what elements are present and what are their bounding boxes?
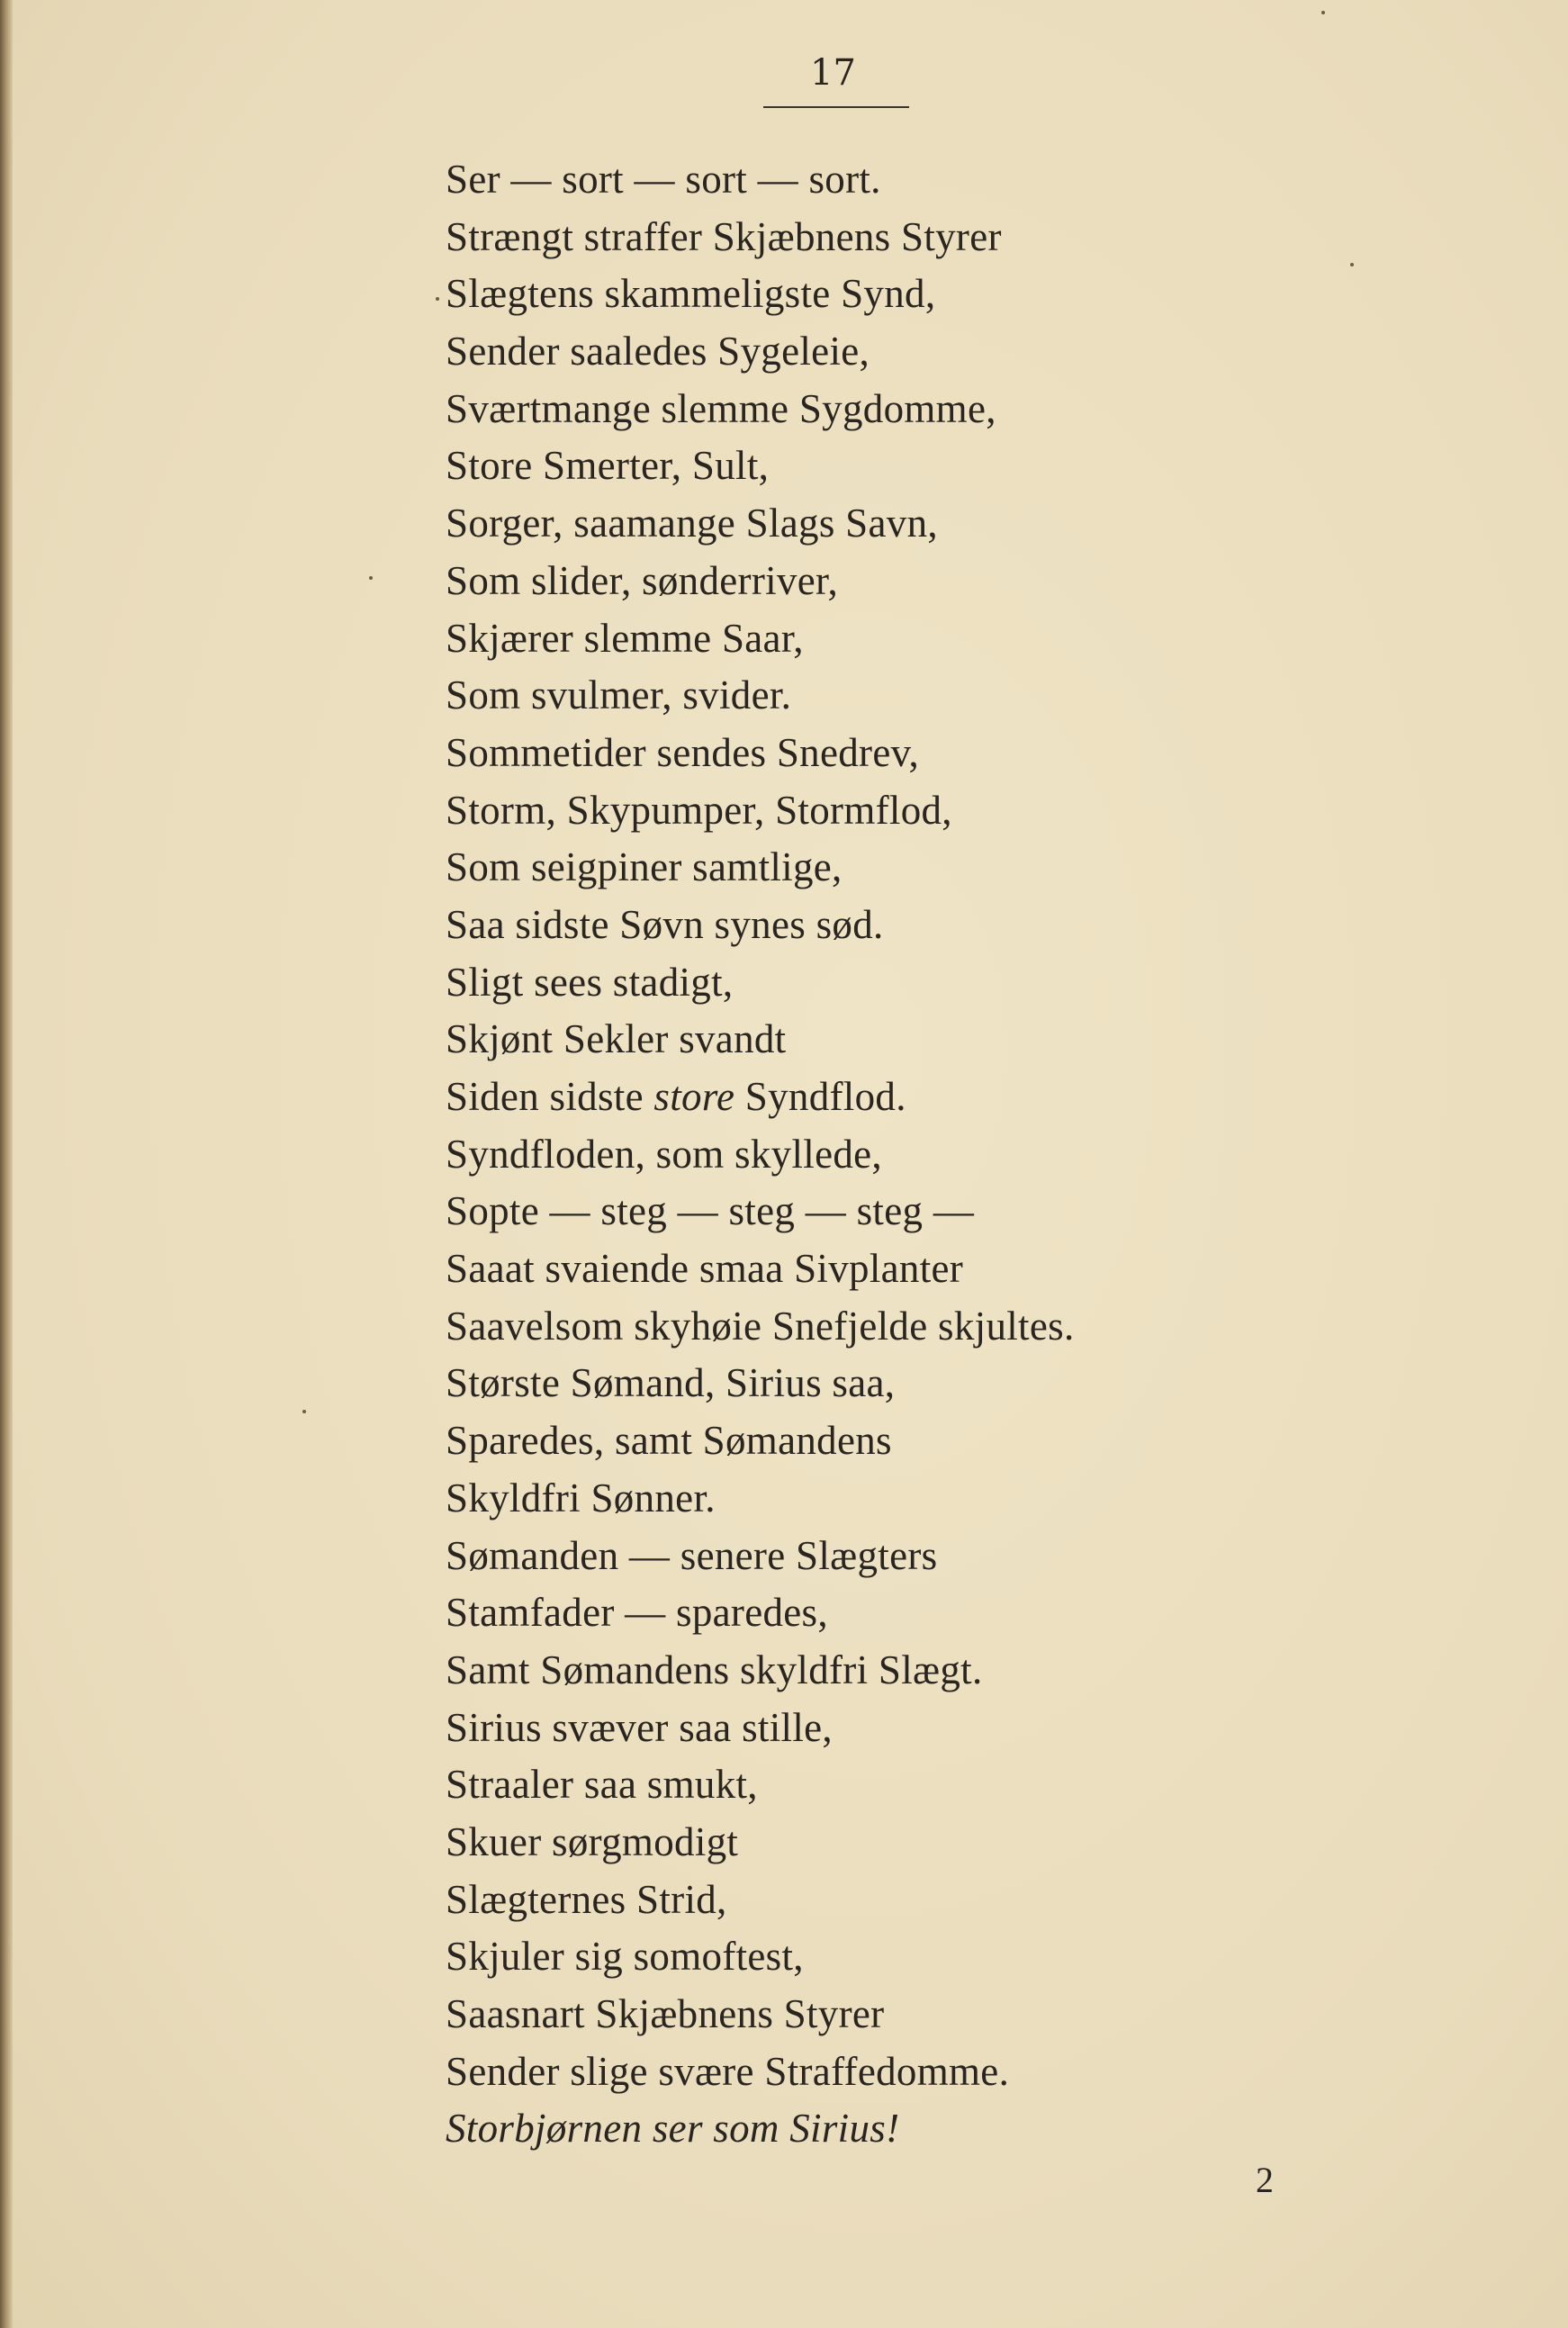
poem-line: Sparedes, samt Sømandens xyxy=(446,1418,892,1464)
poem-italic-word: store xyxy=(653,1074,735,1119)
poem-line: Som slider, sønderriver, xyxy=(446,557,839,603)
signature-mark: 2 xyxy=(1256,2160,1274,2200)
poem-line: Syndfloden, som skyllede, xyxy=(446,1131,882,1177)
poem-text xyxy=(446,151,1508,2158)
poem-line: Skuer sørgmodigt xyxy=(446,1818,739,1864)
poem-line: Sorger, saamange Slags Savn, xyxy=(446,501,938,546)
poem-closing-line: Storbjørnen ser som Sirius! xyxy=(446,2106,900,2152)
poem-line: Slægternes Strid, xyxy=(446,1876,727,1922)
poem-line-with-italic xyxy=(446,1069,1508,1126)
poem-line: Saa sidste Søvn synes sød. xyxy=(446,901,884,947)
poem-line: Straaler saa smukt, xyxy=(446,1762,758,1808)
page-number: 17 xyxy=(810,52,856,94)
poem-line: Skjuler sig somoftest, xyxy=(446,1934,804,1980)
poem-line: Saaat svaiende smaa Sivplanter xyxy=(446,1246,964,1292)
poem-line: Saasnart Skjæbnens Styrer xyxy=(446,1991,885,2036)
header-rule xyxy=(763,106,909,108)
poem-line: Stamfader — sparedes, xyxy=(446,1590,828,1636)
paper-speck xyxy=(436,297,439,301)
poem-line: Sværtmange slemme Sygdomme, xyxy=(446,385,996,431)
poem-line: Skjønt Sekler svandt xyxy=(446,1016,787,1062)
poem-line: Samt Sømandens skyldfri Slægt. xyxy=(446,1647,983,1692)
poem-line: Slægtens skammeligste Synd, xyxy=(446,271,936,317)
poem-line: Sopte — steg — steg — steg — xyxy=(446,1188,975,1234)
poem-line: Saavelsom skyhøie Snefjelde skjultes. xyxy=(446,1303,1075,1349)
poem-line: Ser — sort — sort — sort. xyxy=(446,157,881,202)
poem-line-part: Syndflod. xyxy=(734,1074,906,1119)
poem-line: Sirius svæver saa stille, xyxy=(446,1704,833,1750)
paper-speck xyxy=(369,576,373,580)
poem-line: Som svulmer, svider. xyxy=(446,672,792,718)
paper-speck xyxy=(1350,263,1354,266)
paper-speck xyxy=(302,1410,306,1413)
poem-line: Strængt straffer Skjæbnens Styrer xyxy=(446,213,1002,259)
poem-line: Som seigpiner samtlige, xyxy=(446,844,843,890)
poem-line: Skyldfri Sønner. xyxy=(446,1475,716,1520)
poem-line: Sender saaledes Sygeleie, xyxy=(446,329,870,374)
page-spine-edge xyxy=(0,0,13,2328)
poem-line: Store Smerter, Sult, xyxy=(446,443,770,489)
poem-line: Sømanden — senere Slægters xyxy=(446,1532,938,1578)
poem-line: Storm, Skypumper, Stormflod, xyxy=(446,787,952,833)
poem-line: Største Sømand, Sirius saa, xyxy=(446,1360,896,1406)
poem-line: Sommetider sendes Snedrev, xyxy=(446,729,920,775)
poem-line: Sligt sees stadigt, xyxy=(446,959,734,1005)
paper-speck xyxy=(1321,11,1325,14)
poem-line: Sender slige svære Straffedomme. xyxy=(446,2048,1010,2094)
poem-line: Skjærer slemme Saar, xyxy=(446,615,804,661)
poem-line-part: Siden sidste xyxy=(446,1074,654,1119)
